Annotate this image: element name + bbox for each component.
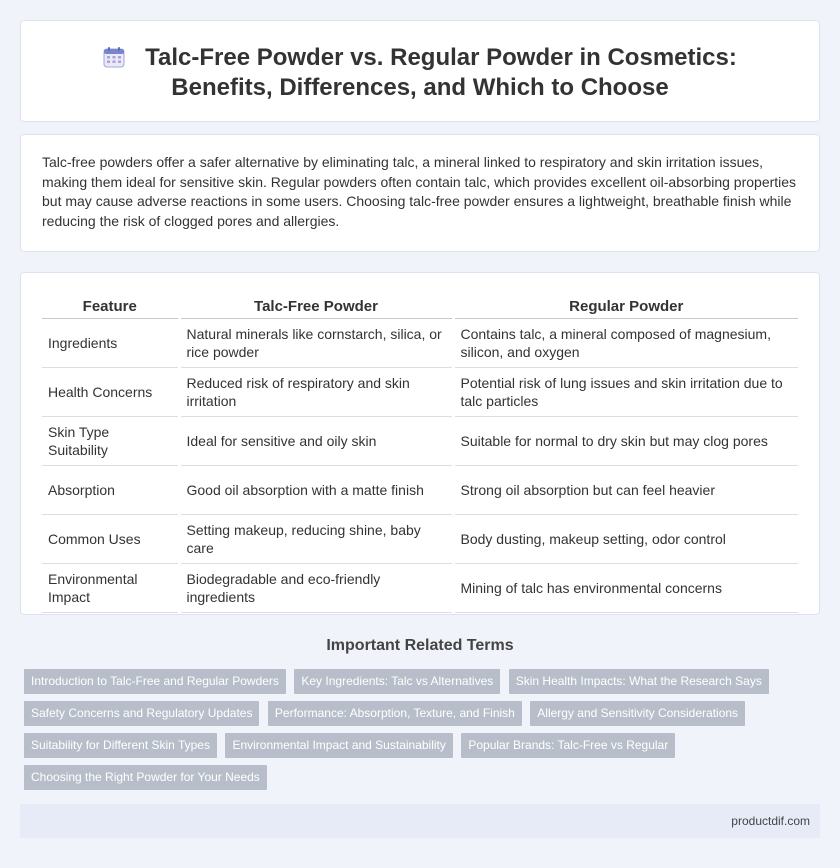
comparison-table bbox=[42, 295, 798, 613]
row-talc-free: Good oil absorption with a matte finish bbox=[179, 465, 453, 514]
row-talc-free: Natural minerals like cornstarch, silica, or rice powder bbox=[179, 318, 453, 367]
related-term-tag[interactable]: Skin Health Impacts: What the Research Says bbox=[509, 669, 769, 694]
page-title bbox=[21, 43, 819, 103]
row-feature: Common Uses bbox=[42, 514, 179, 563]
related-term-tag[interactable]: Safety Concerns and Regulatory Updates bbox=[24, 701, 259, 726]
related-term-tag[interactable]: Choosing the Right Powder for Your Needs bbox=[24, 765, 267, 790]
calendar-icon bbox=[103, 46, 125, 68]
row-regular: Potential risk of lung issues and skin irritation due to talc particles bbox=[453, 367, 798, 416]
row-regular: Suitable for normal to dry skin but may clog pores bbox=[453, 416, 798, 465]
table-row bbox=[42, 514, 798, 563]
row-regular: Mining of talc has environmental concerns bbox=[453, 563, 798, 612]
row-regular: Strong oil absorption but can feel heavier bbox=[453, 465, 798, 514]
row-regular: Contains talc, a mineral composed of magnesium, silicon, and oxygen bbox=[453, 318, 798, 367]
comparison-table-card bbox=[20, 272, 820, 615]
footer-site-link[interactable]: productdif.com bbox=[731, 814, 810, 828]
table-row bbox=[42, 416, 798, 465]
row-feature: Absorption bbox=[42, 465, 179, 514]
header-regular: Regular Powder bbox=[453, 295, 798, 318]
intro-card bbox=[20, 134, 820, 252]
related-term-tag[interactable]: Allergy and Sensitivity Considerations bbox=[530, 701, 745, 726]
row-feature: Environmental Impact bbox=[42, 563, 179, 612]
table-header-row bbox=[42, 295, 798, 318]
table-row bbox=[42, 318, 798, 367]
row-talc-free: Reduced risk of respiratory and skin irritation bbox=[179, 367, 453, 416]
row-talc-free: Biodegradable and eco-friendly ingredients bbox=[179, 563, 453, 612]
intro-text: Talc-free powders offer a safer alternative by eliminating talc, a mineral linked to respiratory and skin irritation issues, making them ideal for sensitive skin. Regular powders often contain talc, which provides excellent oil-absorbing properties but may cause adverse reactions in some users. Choosing talc-free powder ensures a lightweight, breathable finish while reducing the risk of clogged pores and allergies. bbox=[42, 154, 797, 229]
related-term-tag[interactable]: Environmental Impact and Sustainability bbox=[225, 733, 452, 758]
page-title-text: Talc-Free Powder vs. Regular Powder in Cosmetics: Benefits, Differences, and Which to Choose bbox=[145, 44, 737, 101]
header-card bbox=[20, 20, 820, 122]
related-term-tag[interactable]: Key Ingredients: Talc vs Alternatives bbox=[294, 669, 500, 694]
related-terms-list bbox=[24, 669, 804, 797]
related-term-tag[interactable]: Popular Brands: Talc-Free vs Regular bbox=[461, 733, 675, 758]
row-feature: Health Concerns bbox=[42, 367, 179, 416]
related-term-tag[interactable]: Introduction to Talc-Free and Regular Powders bbox=[24, 669, 286, 694]
row-feature: Ingredients bbox=[42, 318, 179, 367]
header-feature: Feature bbox=[42, 295, 179, 318]
table-row bbox=[42, 367, 798, 416]
table-row bbox=[42, 465, 798, 514]
row-regular: Body dusting, makeup setting, odor control bbox=[453, 514, 798, 563]
row-feature: Skin Type Suitability bbox=[42, 416, 179, 465]
footer bbox=[20, 804, 820, 838]
table-row bbox=[42, 563, 798, 612]
row-talc-free: Ideal for sensitive and oily skin bbox=[179, 416, 453, 465]
row-talc-free: Setting makeup, reducing shine, baby care bbox=[179, 514, 453, 563]
related-term-tag[interactable]: Performance: Absorption, Texture, and Finish bbox=[268, 701, 522, 726]
related-term-tag[interactable]: Suitability for Different Skin Types bbox=[24, 733, 217, 758]
header-talc-free: Talc-Free Powder bbox=[179, 295, 453, 318]
related-terms-title: Important Related Terms bbox=[326, 637, 514, 654]
